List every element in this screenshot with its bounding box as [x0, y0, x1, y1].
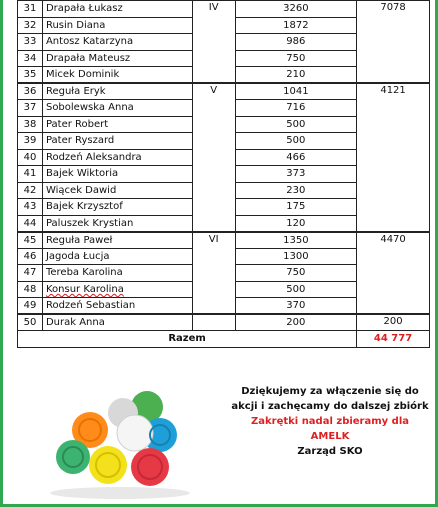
- class-sum: 200: [357, 314, 430, 331]
- student-name: Antosz Katarzyna: [42, 34, 192, 51]
- table-row: [18, 83, 430, 100]
- row-number: 43: [18, 199, 43, 216]
- thanks-line-2: akcji i zachęcamy do dalszej zbiórk: [231, 401, 429, 412]
- row-number: 48: [18, 281, 43, 298]
- student-name: Sobolewska Anna: [42, 100, 192, 117]
- student-name: Rodzeń Aleksandra: [42, 149, 192, 166]
- caps-count: 230: [235, 182, 357, 199]
- total-value: 44 777: [357, 331, 430, 348]
- row-number: 49: [18, 298, 43, 315]
- row-number: 46: [18, 248, 43, 265]
- caps-count: 120: [235, 215, 357, 232]
- class-label: VI: [192, 232, 235, 315]
- row-number: 36: [18, 83, 43, 100]
- total-row: [18, 331, 430, 348]
- row-number: 31: [18, 1, 43, 18]
- caps-count: 370: [235, 298, 357, 315]
- caps-count: 750: [235, 265, 357, 282]
- class-label: V: [192, 83, 235, 232]
- caps-count: 500: [235, 116, 357, 133]
- row-number: 40: [18, 149, 43, 166]
- class-sum: 4121: [357, 83, 430, 232]
- row-number: 33: [18, 34, 43, 51]
- student-name: Reguła Paweł: [42, 232, 192, 249]
- caps-count: 500: [235, 133, 357, 150]
- caps-count: 373: [235, 166, 357, 183]
- student-name: Jagoda Łucja: [42, 248, 192, 265]
- row-number: 45: [18, 232, 43, 249]
- thanks-signature: Zarząd SKO: [297, 446, 363, 457]
- caps-count: 1872: [235, 17, 357, 34]
- thank-you-note: [230, 384, 430, 459]
- row-number: 32: [18, 17, 43, 34]
- row-number: 41: [18, 166, 43, 183]
- row-number: 34: [18, 50, 43, 67]
- row-number: 47: [18, 265, 43, 282]
- table-row: [18, 1, 430, 18]
- row-number: 37: [18, 100, 43, 117]
- student-name: Drapała Łukasz: [42, 1, 192, 18]
- student-name: Wiącek Dawid: [42, 182, 192, 199]
- caps-count: 200: [235, 314, 357, 331]
- bottle-caps-illustration: [45, 385, 195, 500]
- thanks-line-1: Dziękujemy za włączenie się do: [241, 386, 419, 397]
- row-number: 38: [18, 116, 43, 133]
- class-label: IV: [192, 1, 235, 84]
- student-name: Rusin Diana: [42, 17, 192, 34]
- class-sum: 7078: [357, 1, 430, 84]
- student-name: Drapała Mateusz: [42, 50, 192, 67]
- class-label: [192, 314, 235, 331]
- caps-count: 1350: [235, 232, 357, 249]
- caps-count: 750: [235, 50, 357, 67]
- caps-count: 466: [235, 149, 357, 166]
- student-name: Reguła Eryk: [42, 83, 192, 100]
- student-name: Bajek Wiktoria: [42, 166, 192, 183]
- caps-count: 3260: [235, 1, 357, 18]
- row-number: 42: [18, 182, 43, 199]
- student-name: Bajek Krzysztof: [42, 199, 192, 216]
- student-name: Durak Anna: [42, 314, 192, 331]
- caps-count: 986: [235, 34, 357, 51]
- total-label: Razem: [18, 331, 357, 348]
- table-row: [18, 314, 430, 331]
- row-number: 35: [18, 67, 43, 84]
- caps-count: 500: [235, 281, 357, 298]
- caps-count: 210: [235, 67, 357, 84]
- student-name: Micek Dominik: [42, 67, 192, 84]
- student-name: Pater Robert: [42, 116, 192, 133]
- caps-count: 716: [235, 100, 357, 117]
- student-name-text: Konsur Karolina: [45, 283, 124, 295]
- caps-count: 175: [235, 199, 357, 216]
- student-name: Pater Ryszard: [42, 133, 192, 150]
- row-number: 50: [18, 314, 43, 331]
- caps-count: 1041: [235, 83, 357, 100]
- row-number: 39: [18, 133, 43, 150]
- row-number: 44: [18, 215, 43, 232]
- caps-count: 1300: [235, 248, 357, 265]
- collection-results-table: [17, 0, 430, 348]
- table-row: [18, 232, 430, 249]
- student-name: Tereba Karolina: [42, 265, 192, 282]
- thanks-line-3: Zakrętki nadal zbieramy dla AMELK: [250, 416, 409, 442]
- student-name: Paluszek Krystian: [42, 215, 192, 232]
- bottle-caps-icon: [50, 391, 190, 499]
- class-sum: 4470: [357, 232, 430, 315]
- student-name: Rodzeń Sebastian: [42, 298, 192, 315]
- student-name: [42, 281, 192, 298]
